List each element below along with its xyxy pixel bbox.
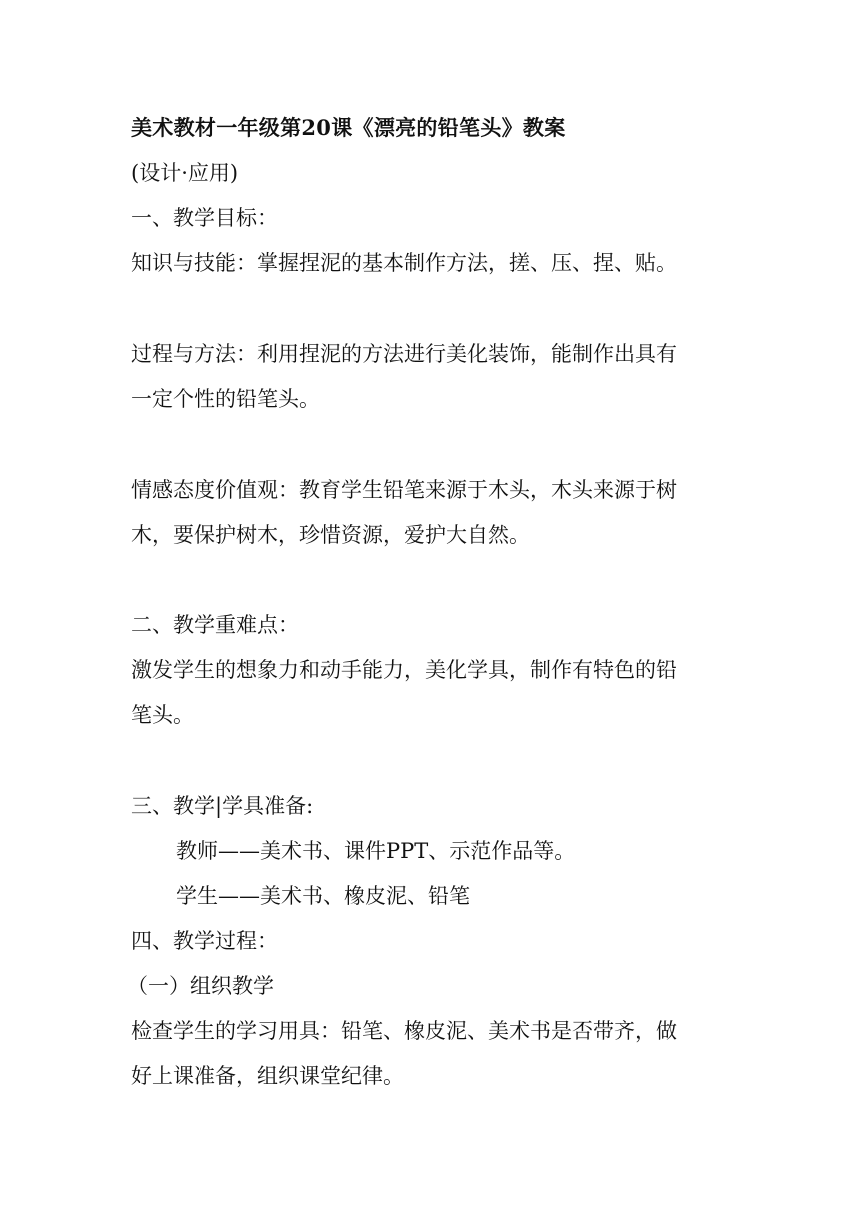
paragraph-check-supplies-line1: 检查学生的学习用具：铅笔、橡皮泥、美术书是否带齐，做 — [131, 1019, 677, 1043]
paragraph-key-points-line1: 激发学生的想象力和动手能力，美化学具，制作有特色的铅 — [131, 658, 677, 682]
preparation-teacher: 教师——美术书、课件PPT、示范作品等。 — [176, 839, 576, 863]
section-heading-preparation: 三、教学|学具准备: — [131, 794, 314, 818]
preparation-student: 学生——美术书、橡皮泥、铅笔 — [176, 884, 470, 908]
paragraph-key-points-line2: 笔头。 — [131, 703, 194, 727]
paragraph-process-methods-line2: 一定个性的铅笔头。 — [131, 387, 320, 411]
section-heading-objectives: 一、教学目标： — [131, 206, 278, 230]
paragraph-emotion-values-line2: 木，要保护树木，珍惜资源，爱护大自然。 — [131, 523, 530, 547]
document-subtitle: (设计·应用) — [131, 161, 239, 185]
paragraph-knowledge-skills: 知识与技能：掌握捏泥的基本制作方法，搓、压、捏、贴。 — [131, 251, 677, 275]
paragraph-emotion-values-line1: 情感态度价值观：教育学生铅笔来源于木头，木头来源于树 — [131, 478, 677, 502]
paragraph-check-supplies-line2: 好上课准备，组织课堂纪律。 — [131, 1064, 404, 1088]
paragraph-process-methods-line1: 过程与方法：利用捏泥的方法进行美化装饰，能制作出具有 — [131, 342, 677, 366]
document-title: 美术教材一年级第20课《漂亮的铅笔头》教案 — [131, 115, 566, 140]
subheading-organize-teaching: （一）组织教学 — [127, 974, 274, 998]
section-heading-process: 四、教学过程： — [131, 929, 278, 953]
section-heading-key-points: 二、教学重难点： — [131, 613, 299, 637]
